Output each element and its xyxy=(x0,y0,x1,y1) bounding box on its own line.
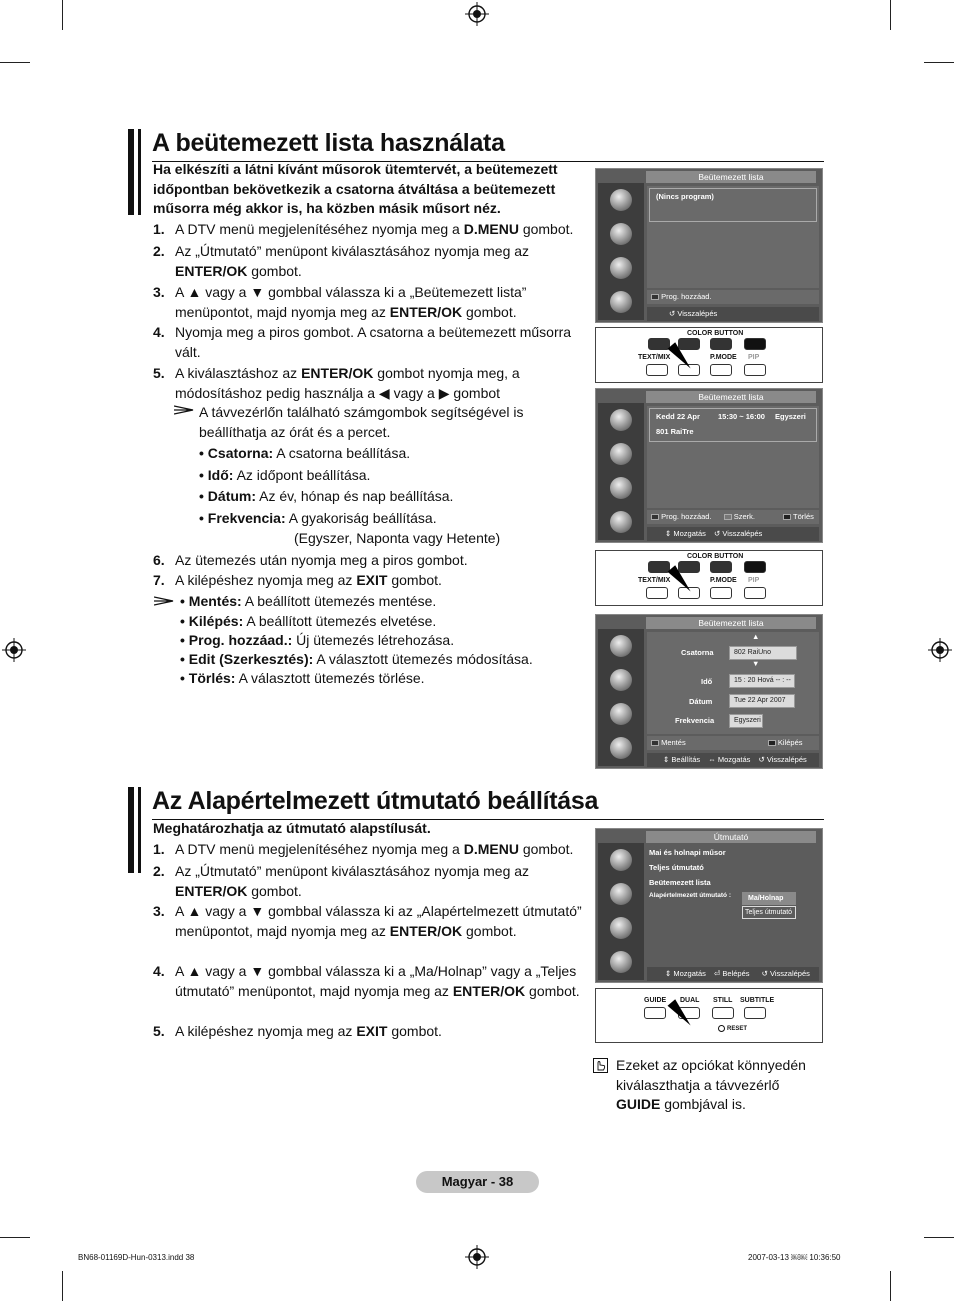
delete-label: Törlés xyxy=(793,512,814,521)
option-today-tomorrow[interactable]: Ma/Holnap xyxy=(742,892,796,905)
setup-icon xyxy=(610,951,632,973)
step-text-post: gombot. xyxy=(518,221,574,237)
step-text-pre: A DTV menü megjelenítéséhez nyomja meg a xyxy=(175,221,464,237)
pip-label: PIP xyxy=(748,354,760,361)
back-label: Visszalépés xyxy=(766,755,807,764)
step-number: 1. xyxy=(153,221,165,237)
step-text xyxy=(175,1022,585,1042)
screen-title: Beütemezett lista xyxy=(646,171,816,183)
channel-icon xyxy=(610,917,632,939)
setting-item xyxy=(199,509,437,529)
page-title: A beütemezett lista használata xyxy=(152,129,505,157)
step-text: Az ütemezés után nyomja meg a piros gombot. xyxy=(175,552,468,568)
yellow-button xyxy=(710,338,732,350)
screen-title: Beütemezett lista xyxy=(646,617,816,629)
note-arrow-icon xyxy=(154,596,174,606)
step-text-bold: EXIT xyxy=(356,1023,388,1039)
step-text-pre: Az „Útmutató” menüpont kiválasztásához nyomja meg az xyxy=(175,863,530,879)
schedule-row xyxy=(649,408,817,442)
step-text xyxy=(175,283,585,322)
empty-list-text: (Nincs program) xyxy=(656,192,714,201)
picture-icon xyxy=(610,849,632,871)
subtitle-label: SUBTITLE xyxy=(740,997,775,1004)
up-down-icon: ⇕ xyxy=(665,529,672,538)
setting-label: • Idő: xyxy=(199,467,234,483)
guide-label: GUIDE xyxy=(644,997,667,1004)
step-number: 5. xyxy=(153,365,165,381)
tip-text-pre: Ezeket az opciókat könnyedén kiválaszthatja a távvezérlő xyxy=(616,1057,806,1093)
remote-button xyxy=(646,587,668,599)
red-button-icon xyxy=(651,294,659,300)
tv-screen-scheduled-list-empty xyxy=(595,168,823,323)
schedule-list xyxy=(647,186,819,288)
step-text-pre: A ▲ vagy a ▼ gombbal válassza ki a „Beütemezett lista” menüpontot, majd nyomja meg az xyxy=(175,284,527,320)
section-bar xyxy=(138,787,141,873)
screen-footer xyxy=(647,736,819,750)
move-label: Mozgatás xyxy=(717,755,751,764)
menu-item-default-guide[interactable]: Alapértelmezett útmutató : xyxy=(649,892,731,899)
crop-mark xyxy=(890,0,891,30)
legend-label: • Prog. hozzáad.: xyxy=(180,632,293,648)
schedule-list xyxy=(647,406,819,508)
date-label: Dátum xyxy=(689,697,713,706)
hand-pointer-icon xyxy=(593,1058,608,1073)
menu-item-scheduled-list[interactable]: Beütemezett lista xyxy=(649,878,711,887)
step-text-post: gombot. xyxy=(247,262,302,279)
menu-sidebar xyxy=(598,843,644,980)
back-label: Visszalépés xyxy=(677,309,718,318)
section-bar xyxy=(138,129,141,215)
step-text-bold: ENTER/OK xyxy=(452,982,526,999)
legend-item xyxy=(180,592,436,612)
green-button-icon xyxy=(724,514,732,520)
reset-button-icon xyxy=(718,1025,725,1032)
step-text-bold: ENTER/OK xyxy=(175,262,248,279)
legend-label: • Kilépés: xyxy=(180,613,244,629)
section-bar xyxy=(128,787,134,873)
frequency-label: Frekvencia xyxy=(675,716,715,725)
registration-mark-icon xyxy=(928,638,952,662)
remote-button xyxy=(710,364,732,376)
file-info: BN68-01169D-Hun-0313.indd 38 xyxy=(78,1253,195,1262)
setting-label: • Dátum: xyxy=(199,488,257,504)
setting-item xyxy=(199,444,410,464)
screen-footer xyxy=(647,307,819,321)
crop-mark xyxy=(62,0,63,30)
reset-label: RESET xyxy=(727,1026,748,1032)
setup-icon xyxy=(610,291,632,313)
move-icon: ⇔ xyxy=(708,755,716,764)
crop-mark xyxy=(62,1271,63,1301)
registration-mark-icon xyxy=(2,638,26,662)
step-number: 4. xyxy=(153,324,165,340)
step-text-post: gombot nyomja meg, a módosításhoz pedig használja a ◀ vagy a ▶ gombot xyxy=(175,365,520,401)
sound-icon xyxy=(610,223,632,245)
legend-text: A beállított ütemezés mentése. xyxy=(241,593,437,609)
step-text-pre: A kiválasztáshoz az xyxy=(175,365,302,381)
step-text-post: gombot. xyxy=(462,303,517,320)
tv-screen-scheduled-list xyxy=(595,388,823,543)
step-text-bold: ENTER/OK xyxy=(389,922,463,939)
tv-screen-schedule-edit xyxy=(595,614,823,769)
sound-icon xyxy=(610,443,632,465)
frequency-field[interactable]: Egyszeri xyxy=(729,714,763,728)
legend-label: • Törlés: xyxy=(180,670,236,686)
move-label: Mozgatás xyxy=(673,969,706,978)
step-text-pre: A DTV menü megjelenítéséhez nyomja meg a xyxy=(175,841,464,857)
step-number: 5. xyxy=(153,1023,165,1039)
step-text-pre: A kilépéshez nyomja meg az xyxy=(175,1023,357,1039)
blue-button xyxy=(744,561,766,573)
sound-icon xyxy=(610,883,632,905)
pmode-label: P.MODE xyxy=(710,577,737,584)
color-button-label: COLOR BUTTON xyxy=(687,330,744,337)
edit-label: Szerk. xyxy=(733,512,755,521)
note-text: A távvezérlőn található számgombok segítségével is beállíthatja az órát és a percet. xyxy=(199,404,524,440)
step-number: 2. xyxy=(153,243,165,259)
legend-text: A választott ütemezés módosítása. xyxy=(313,651,533,667)
yellow-button xyxy=(710,561,732,573)
save-label: Mentés xyxy=(661,738,686,747)
move-label: Mozgatás xyxy=(673,529,706,538)
legend-text: A választott ütemezés törlése. xyxy=(235,670,425,686)
step-text xyxy=(175,242,585,281)
note-arrow-icon xyxy=(174,405,194,415)
step-text-pre: Az „Útmutató” menüpont kiválasztásához nyomja meg az xyxy=(175,243,530,259)
step-text-post: gombot. xyxy=(387,1023,442,1039)
step-text xyxy=(175,902,585,941)
step-text-pre: A ▲ vagy a ▼ gombbal válassza ki az „Alapértelmezett útmutató” menüpontot, majd nyomja meg az xyxy=(175,903,582,939)
date-field[interactable]: Tue 22 Apr 2007 xyxy=(729,694,795,708)
down-arrow-icon: ▼ xyxy=(752,659,760,668)
menu-item-full-guide[interactable]: Teljes útmutató xyxy=(649,863,704,872)
time-label: Idő xyxy=(701,677,713,686)
step-text-post: gombot. xyxy=(518,841,574,857)
setting-item xyxy=(199,487,453,507)
picture-icon xyxy=(610,189,632,211)
add-program-label: Prog. hozzáad. xyxy=(661,292,712,301)
subtitle-button xyxy=(744,1007,766,1019)
channel-icon xyxy=(610,477,632,499)
menu-sidebar xyxy=(598,403,644,540)
sound-icon xyxy=(610,669,632,691)
enter-label: Belépés xyxy=(722,969,750,978)
textmix-label: TEXT/MIX xyxy=(638,354,671,361)
step-number: 3. xyxy=(153,284,165,300)
step-text-bold: ENTER/OK xyxy=(301,365,374,381)
green-button xyxy=(678,338,700,350)
step-text-post: gombot. xyxy=(525,982,580,999)
blue-button-icon xyxy=(768,740,776,746)
set-label: Beállítás xyxy=(671,755,701,764)
section-intro: Meghatározhatja az útmutató alapstílusát. xyxy=(153,820,431,836)
section-intro: Ha elkészíti a látni kívánt műsorok ütemtervét, a beütemezett időpontban bekövetkezik a csatorna átváltása a beütemezett műsorra még akkor is, ha közben másik műsort néz. xyxy=(153,161,558,216)
step-number: 4. xyxy=(153,963,165,979)
channel-field[interactable]: 802 RaiUno xyxy=(729,646,797,660)
menu-sidebar xyxy=(598,183,644,320)
pip-label: PIP xyxy=(748,577,760,584)
picture-icon xyxy=(610,635,632,657)
setting-label: • Csatorna: xyxy=(199,445,274,461)
section-title: Az Alapértelmezett útmutató beállítása xyxy=(152,787,599,815)
schedule-day: Kedd 22 Apr xyxy=(656,412,700,421)
step-text-post: gombot. xyxy=(462,922,517,939)
time-field[interactable]: 15 : 20 Hová -- : -- xyxy=(729,674,795,688)
step-text xyxy=(175,220,585,240)
setup-icon xyxy=(610,511,632,533)
step-text-bold: EXIT xyxy=(356,572,388,588)
step-number: 3. xyxy=(153,903,165,919)
green-button xyxy=(678,561,700,573)
schedule-time: 15:30 ~ 16:00 xyxy=(718,412,765,421)
step-text-bold: D.MENU xyxy=(463,841,519,857)
legend-item xyxy=(180,612,436,632)
step-text xyxy=(175,323,585,362)
crop-mark xyxy=(890,1271,891,1301)
up-down-icon: ⇕ xyxy=(663,755,670,764)
screen-title: Beütemezett lista xyxy=(646,391,816,403)
setting-item xyxy=(199,466,370,486)
step-number: 7. xyxy=(153,572,165,588)
channel-icon xyxy=(610,257,632,279)
still-button xyxy=(712,1007,734,1019)
step-text xyxy=(175,571,585,591)
frequency-options: (Egyszer, Naponta vagy Hetente) xyxy=(294,530,501,546)
remote-control-illustration xyxy=(595,327,823,383)
step-text-post: gombot. xyxy=(247,882,302,899)
exit-label: Kilépés xyxy=(777,738,803,747)
back-label: Visszalépés xyxy=(722,529,763,538)
return-icon: ↺ xyxy=(758,755,765,764)
crop-mark xyxy=(924,1237,954,1238)
tip-text-bold: GUIDE xyxy=(616,1096,661,1112)
blue-button xyxy=(744,338,766,350)
return-icon: ↺ xyxy=(761,969,768,978)
legend-text: Új ütemezés létrehozása. xyxy=(292,632,455,648)
channel-label: Csatorna xyxy=(681,648,714,657)
remote-control-illustration xyxy=(595,988,823,1043)
add-program-label: Prog. hozzáad. xyxy=(661,512,712,521)
step-number: 6. xyxy=(153,552,165,568)
schedule-channel: 801 RaiTre xyxy=(656,427,694,436)
screen-title: Útmutató xyxy=(646,831,816,843)
dual-label: DUAL xyxy=(680,997,700,1004)
tv-screen-guide-menu xyxy=(595,828,823,983)
legend-item xyxy=(180,631,454,651)
step-number: 1. xyxy=(153,841,165,857)
blue-button-icon xyxy=(783,514,791,520)
schedule-frequency: Egyszeri xyxy=(775,412,806,421)
screen-footer xyxy=(647,290,819,304)
legend-item xyxy=(180,669,425,689)
guide-menu-list xyxy=(647,846,819,965)
crop-mark xyxy=(0,62,30,63)
print-date: 2007-03-13 ￼￼ 10:36:50 xyxy=(748,1253,841,1262)
section-bar xyxy=(128,129,134,215)
registration-mark-icon xyxy=(465,2,489,26)
step-text-post: gombot. xyxy=(387,572,442,588)
step-number: 2. xyxy=(153,863,165,879)
step-text-bold: ENTER/OK xyxy=(389,303,463,320)
step-text xyxy=(175,364,585,403)
legend-item xyxy=(180,650,533,670)
step-text-pre: A ▲ vagy a ▼ gombbal válassza ki a „Ma/Holnap” vagy a „Teljes útmutató” menüpontot, majd nyomja meg az xyxy=(175,963,577,999)
remote-button xyxy=(744,587,766,599)
color-button-label: COLOR BUTTON xyxy=(687,553,744,560)
screen-footer xyxy=(647,510,819,524)
return-icon: ↺ xyxy=(669,309,676,318)
remote-control-illustration xyxy=(595,550,823,606)
menu-item-today-tomorrow[interactable]: Mai és holnapi műsor xyxy=(649,848,726,857)
screen-footer xyxy=(647,753,819,767)
screen-footer xyxy=(647,967,819,981)
registration-mark-icon xyxy=(465,1245,489,1269)
back-label: Visszalépés xyxy=(770,969,810,978)
red-button-icon xyxy=(651,514,659,520)
step-text xyxy=(175,962,585,1001)
step-text xyxy=(175,840,585,860)
tip-text xyxy=(616,1056,826,1115)
enter-icon: ⏎ xyxy=(714,969,721,978)
menu-sidebar xyxy=(598,629,644,766)
remote-button xyxy=(710,587,732,599)
legend-label: • Mentés: xyxy=(180,593,242,609)
red-button-icon xyxy=(651,740,659,746)
screen-footer xyxy=(647,527,819,541)
setting-text: Az év, hónap és nap beállítása. xyxy=(256,488,454,504)
up-arrow-icon: ▲ xyxy=(752,632,760,641)
crop-mark xyxy=(0,1237,30,1238)
pmode-label: P.MODE xyxy=(710,354,737,361)
setting-label: • Frekvencia: xyxy=(199,510,286,526)
step-text-pre: A kilépéshez nyomja meg az xyxy=(175,572,357,588)
setting-text: Az időpont beállítása. xyxy=(233,467,371,483)
step-text-bold: ENTER/OK xyxy=(175,882,248,899)
remote-button xyxy=(744,364,766,376)
legend-label: • Edit (Szerkesztés): xyxy=(180,651,314,667)
return-icon: ↺ xyxy=(714,529,721,538)
up-down-icon: ⇕ xyxy=(665,969,672,978)
step-text xyxy=(175,862,585,901)
channel-icon xyxy=(610,703,632,725)
picture-icon xyxy=(610,409,632,431)
schedule-edit-form xyxy=(647,632,819,734)
empty-list-box xyxy=(649,188,817,222)
textmix-label: TEXT/MIX xyxy=(638,577,671,584)
setting-text: A csatorna beállítása. xyxy=(273,445,411,461)
still-label: STILL xyxy=(713,997,733,1004)
crop-mark xyxy=(924,62,954,63)
step-text-pre: Nyomja meg a piros gombot. A csatorna a beütemezett műsorra vált. xyxy=(175,324,572,360)
tip-text-post: gombjával is. xyxy=(660,1096,746,1112)
page-number-badge: Magyar - 38 xyxy=(416,1171,539,1193)
setup-icon xyxy=(610,737,632,759)
remote-button xyxy=(646,364,668,376)
legend-text: A beállított ütemezés elvetése. xyxy=(243,613,437,629)
option-full-guide[interactable]: Teljes útmutató xyxy=(742,906,796,919)
setting-text: A gyakoriság beállítása. xyxy=(285,510,437,526)
step-text-bold: D.MENU xyxy=(463,221,519,237)
guide-button xyxy=(644,1007,666,1019)
